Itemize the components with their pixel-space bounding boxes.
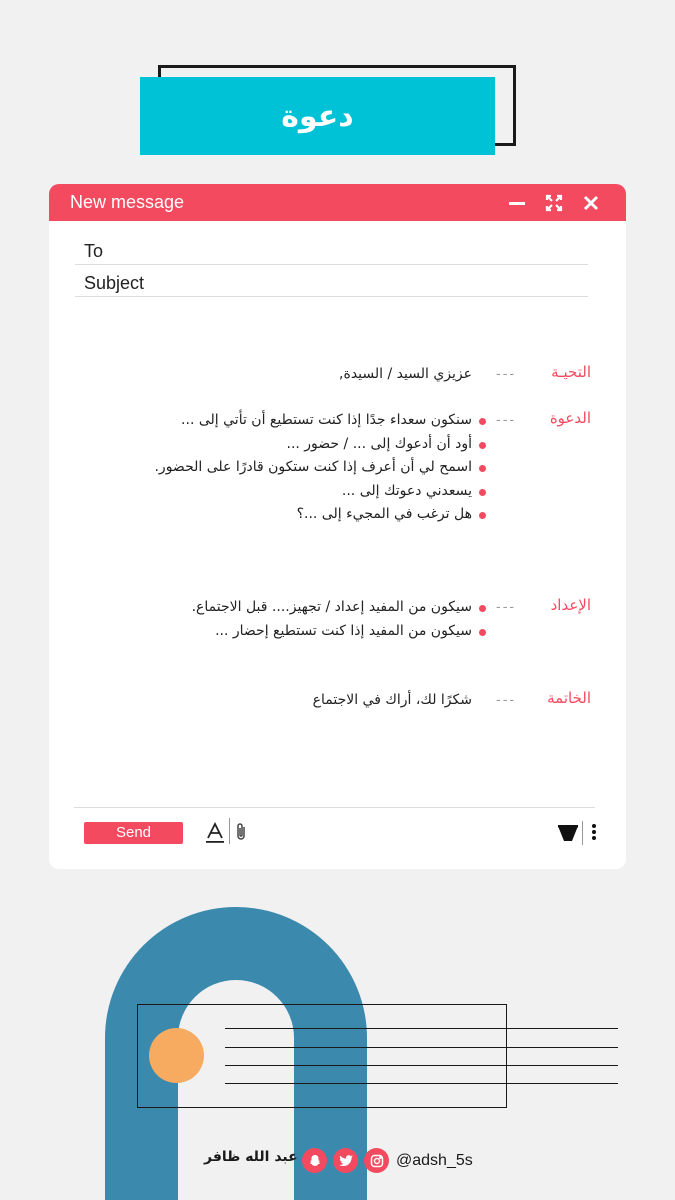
title-banner <box>140 77 495 155</box>
page-title: دعوة <box>281 98 354 134</box>
subject-field[interactable]: Subject <box>75 266 588 297</box>
closing-dashes: --- <box>496 693 517 708</box>
closing-section <box>49 689 626 715</box>
list-item: سيكون من المفيد إعداد / تجهيز.... قبل الاجتماع. <box>192 596 472 620</box>
bullet-icon <box>479 442 486 449</box>
greeting-label: التحيـة <box>551 363 591 381</box>
greeting-dashes: --- <box>496 367 517 382</box>
closing-label: الخاتمة <box>547 689 591 707</box>
preparation-label: الإعداد <box>550 596 591 614</box>
decorative-frame <box>137 1004 507 1108</box>
invitation-label: الدعوة <box>549 409 591 427</box>
list-item: يسعدني دعوتك إلى ... <box>154 480 472 504</box>
closing-line: شكرًا لك، أراك في الاجتماع <box>312 692 472 708</box>
preparation-dashes: --- <box>496 600 517 615</box>
decorative-line <box>225 1047 618 1048</box>
snapchat-icon[interactable] <box>302 1148 327 1173</box>
list-item: سيكون من المفيد إذا كنت تستطيع إحضار ... <box>192 620 472 644</box>
window-titlebar <box>49 184 626 221</box>
author-name: عبد الله ظافر <box>204 1149 298 1165</box>
send-button[interactable]: Send <box>84 822 183 844</box>
bullet-icon <box>479 512 486 519</box>
bullet-icon <box>479 418 486 425</box>
invitation-section <box>49 409 626 522</box>
preparation-section <box>49 596 626 639</box>
expand-icon[interactable] <box>540 189 568 217</box>
bullet-icon <box>479 629 486 636</box>
more-options-icon[interactable] <box>591 823 597 845</box>
greeting-line: عزيزي السيد / السيدة, <box>339 366 472 382</box>
list-item: هل ترغب في المجيء إلى ...؟ <box>154 503 472 527</box>
bullet-icon <box>479 465 486 472</box>
decorative-line <box>225 1065 618 1066</box>
decorative-line <box>225 1028 618 1029</box>
toolbar-separator <box>229 818 230 844</box>
instagram-icon[interactable] <box>364 1148 389 1173</box>
decorative-line <box>225 1083 618 1084</box>
delete-icon[interactable] <box>557 824 579 846</box>
text-format-icon[interactable] <box>205 822 225 848</box>
bullet-icon <box>479 489 486 496</box>
greeting-section <box>49 363 626 389</box>
toolbar-separator <box>582 821 583 845</box>
bullet-icon <box>479 605 486 612</box>
attachment-icon[interactable] <box>234 822 248 846</box>
close-icon[interactable] <box>577 189 605 217</box>
list-item: سنكون سعداء جدًا إذا كنت تستطيع أن تأتي إلى ... <box>154 409 472 433</box>
list-item: أود أن أدعوك إلى ... / حضور ... <box>154 433 472 457</box>
twitter-icon[interactable] <box>333 1148 358 1173</box>
window-title: New message <box>70 192 185 212</box>
invitation-dashes: --- <box>496 413 517 428</box>
toolbar-divider <box>74 807 595 808</box>
to-field[interactable]: To <box>75 234 588 265</box>
social-handle: @adsh_5s <box>396 1152 473 1169</box>
new-message-window <box>49 184 626 869</box>
minimize-icon[interactable] <box>503 189 531 217</box>
list-item: اسمح لي أن أعرف إذا كنت ستكون قادرًا على الحضور. <box>154 456 472 480</box>
